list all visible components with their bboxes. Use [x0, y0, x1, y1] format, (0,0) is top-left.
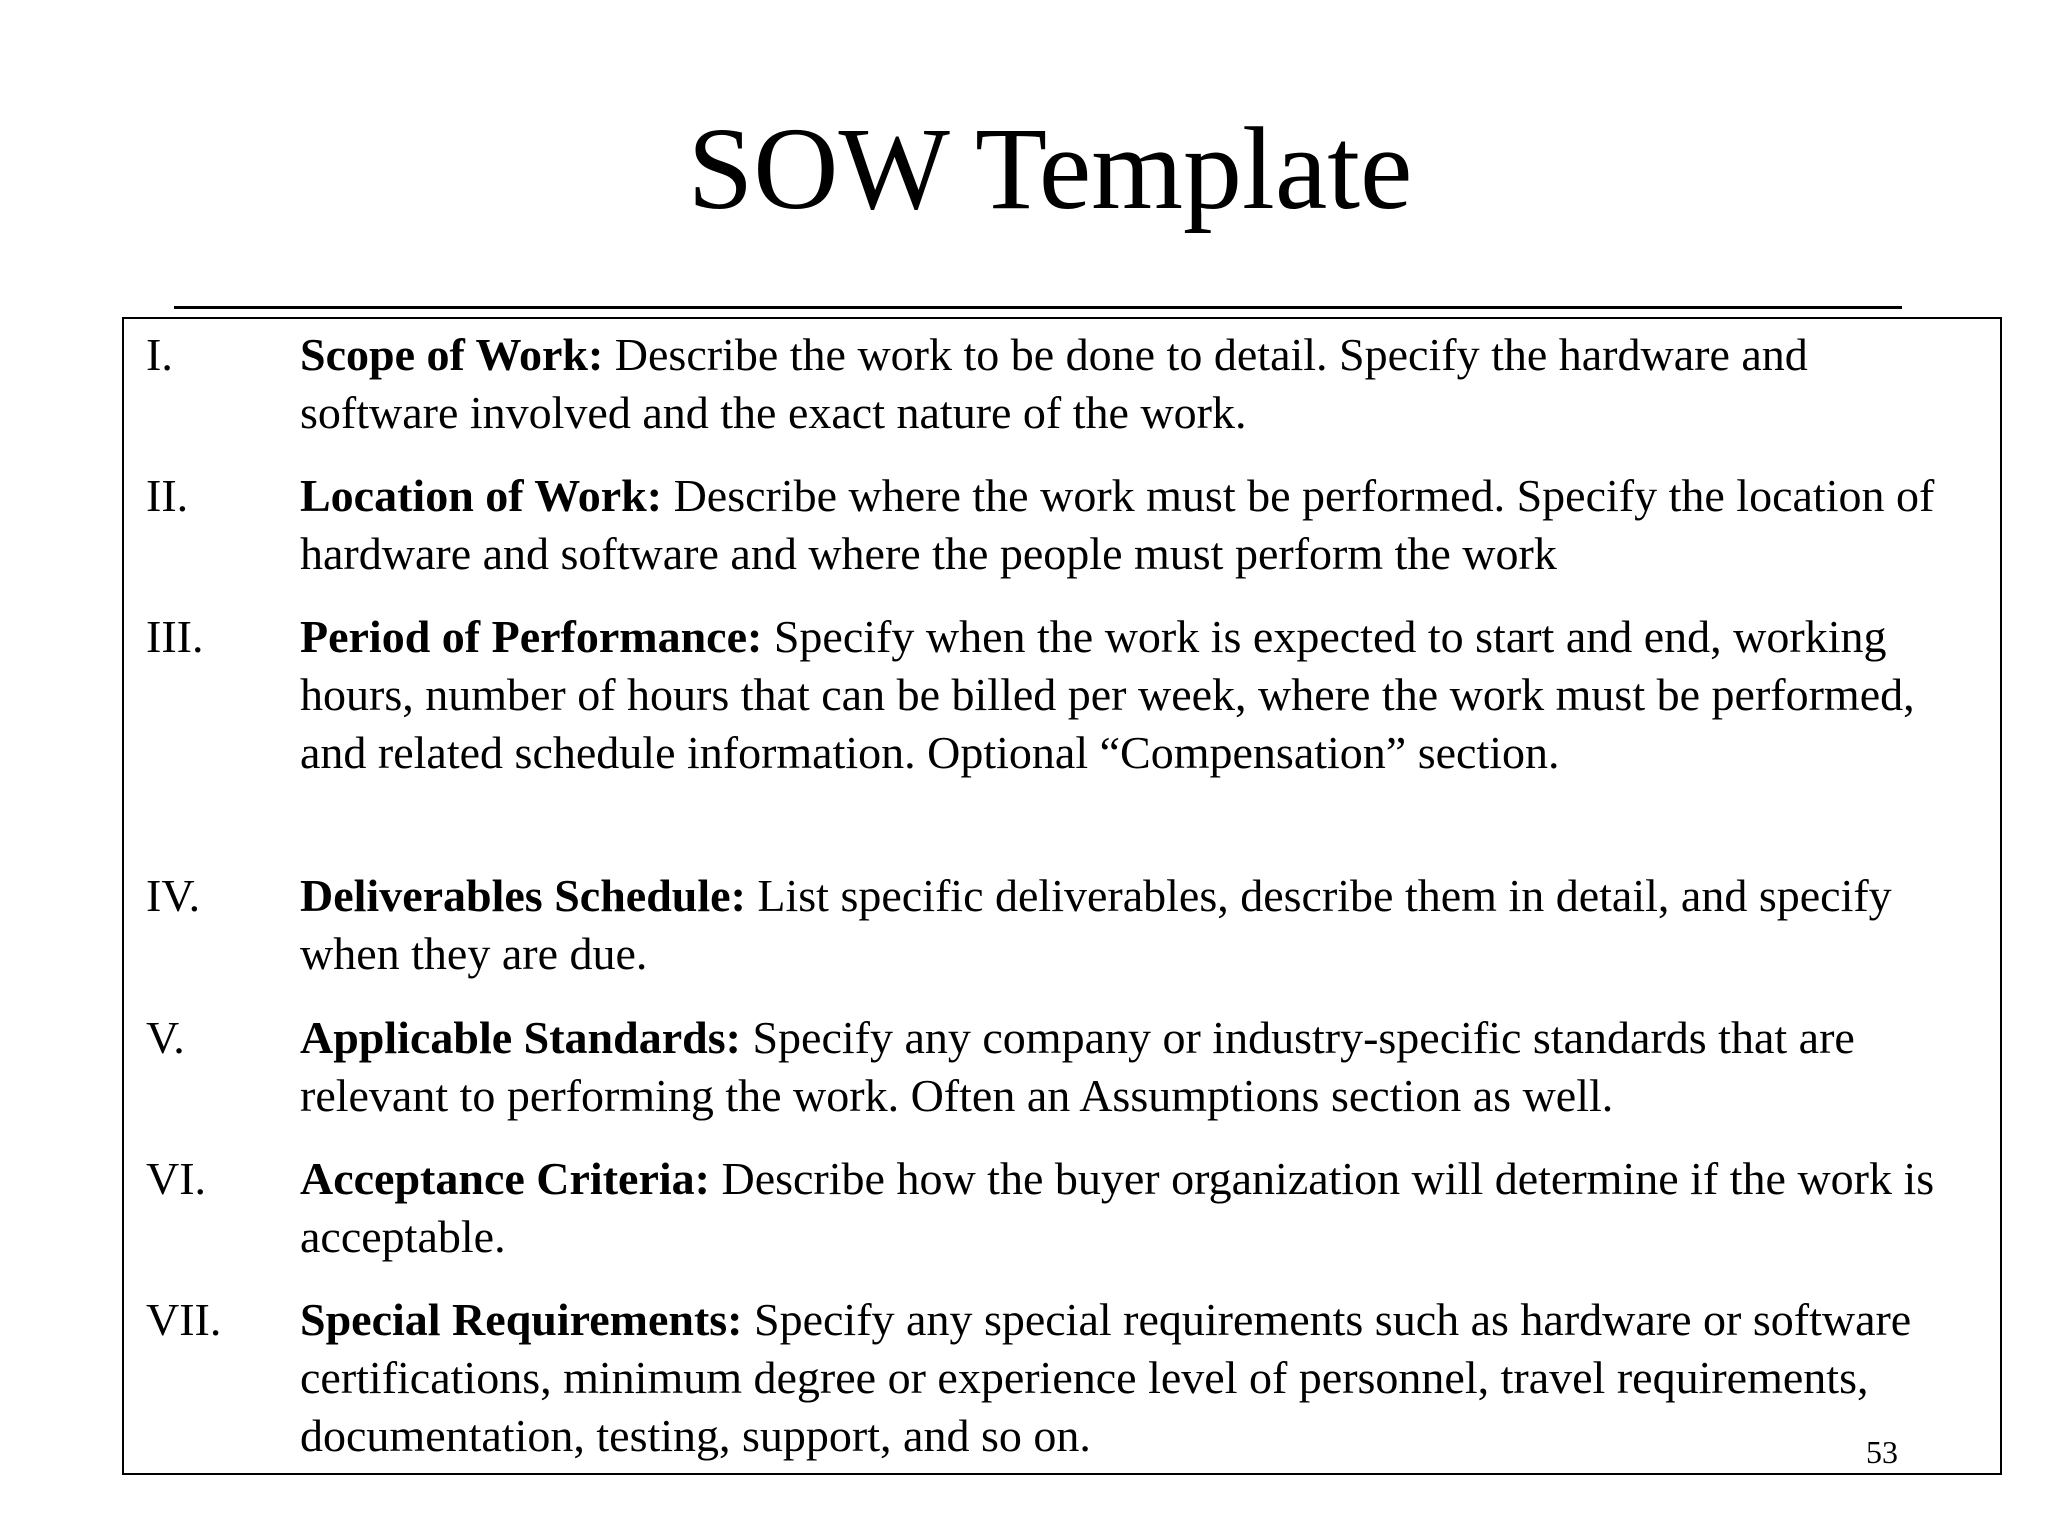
item-heading: Period of Performance: [300, 611, 763, 662]
item-heading: Location of Work: [300, 470, 663, 521]
item-body [300, 1291, 1972, 1465]
item-heading: Scope of Work: [300, 329, 604, 380]
item-description: Describe how the buyer organization will determine if the work is acceptable. [300, 1153, 1935, 1262]
sow-section-list [124, 319, 2000, 1473]
item-body [300, 1009, 1972, 1125]
item-heading: Special Requirements: [300, 1294, 743, 1345]
item-heading: Applicable Standards: [300, 1012, 741, 1063]
title-divider [174, 306, 1902, 309]
item-description: Describe the work to be done to detail. Specify the hardware and software involved and the exact nature of the work. [300, 329, 1808, 438]
item-description: Specify when the work is expected to start and end, working hours, number of hours that can be billed per week, where the work must be performed, and related schedule information. Optional “Compensation” section. [300, 611, 1915, 778]
item-body [300, 608, 1972, 782]
item-numeral: V. [146, 1012, 185, 1063]
item-description: Describe where the work must be performed. Specify the location of hardware and software and where the people must perform the work [300, 470, 1935, 579]
item-body [300, 326, 1972, 442]
item-description: List specific deliverables, describe them in detail, and specify when they are due. [300, 870, 1892, 979]
item-numeral: I. [146, 329, 173, 380]
item-heading: Deliverables Schedule: [300, 870, 746, 921]
item-description: Specify any special requirements such as hardware or software certifications, minimum degree or experience level of personnel, travel requirements, documentation, testing, support, and so on. [300, 1294, 1912, 1461]
item-numeral: VI. [146, 1153, 207, 1204]
item-body [300, 1150, 1972, 1266]
item-body [300, 467, 1972, 583]
item-description: Specify any company or industry-specific standards that are relevant to performing the work. Often an Assumptions section as well. [300, 1012, 1855, 1121]
item-numeral: VII. [146, 1294, 222, 1345]
item-numeral: IV. [146, 870, 201, 921]
page-number: 53 [1866, 1434, 1898, 1470]
item-numeral: II. [146, 470, 189, 521]
content-box [122, 317, 2002, 1475]
item-body [300, 867, 1972, 983]
item-numeral: III. [146, 611, 204, 662]
slide-title: SOW Template [687, 103, 1413, 234]
item-heading: Acceptance Criteria: [300, 1153, 710, 1204]
